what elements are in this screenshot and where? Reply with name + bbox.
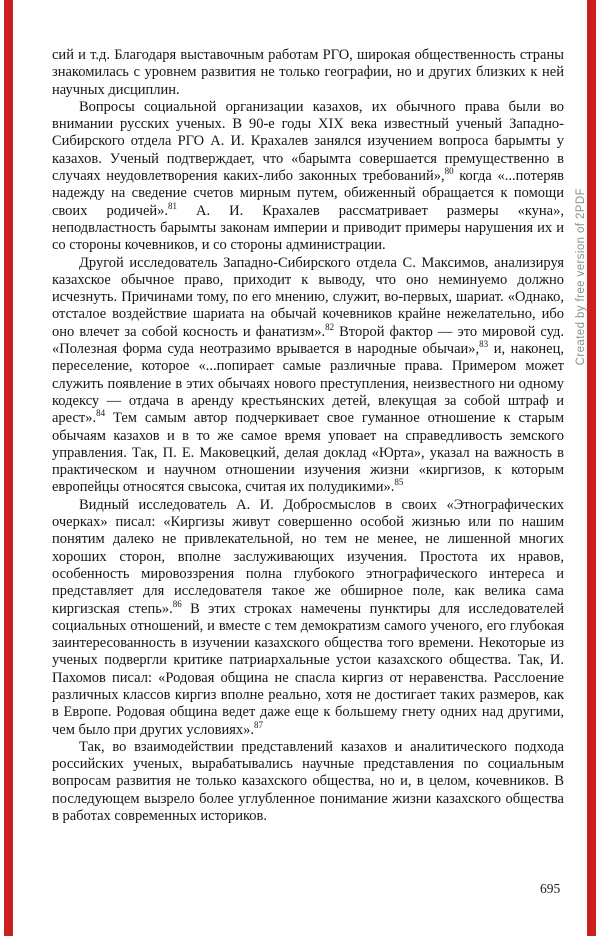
paragraph: сий и т.д. Благодаря выставочным работам РГО, широкая общественность страны знакомилась с уровнем развития не только географии, но и других близких к ней научных дисциплин.: [52, 47, 564, 98]
paragraph: Так, во взаимодействии представлений казахов и аналитического подхода российских ученых, вырабатывались научные представления по социальным вопросам развития не только казахского общества, но и, в целом, кочевников. В последующем вызрело более углубленное понимание жизни казахского общества в работах современных историков.: [52, 738, 564, 825]
footnote-marker: 84: [96, 408, 106, 419]
footnote-marker: 85: [394, 477, 404, 488]
footnote-marker: 83: [479, 339, 489, 350]
paragraph: Вопросы социальной организации казахов, их обычного права были во внимании русских ученых. В 90-е годы XIX века известный ученый Западно-Сибирского отдела РГО А. И. Крахалев занялся изучением вопроса барымты у казахов. Ученый подтверждает, что «барымта совершается премущественно в случаях неудовлетворения каких-либо законных требований»,$^{80}$ когда «...потеряв надежду на сведение счетов мирным путем, обиженный обращается к помощи своих родичей».$^{81}$ А. И. Крахалев рассматривает размеры «куна», неподвластность барымты законам империи и приводит примеры нарушения их и со стороны кочевников, и со стороны администрации.: [52, 98, 564, 254]
watermark-2pdf: Created by free version of 2PDF: [575, 188, 587, 366]
footnote-marker: 86: [172, 598, 182, 609]
footnote-marker: 81: [168, 200, 178, 211]
red-edge-bar-left: [4, 0, 13, 936]
page-number: 695: [540, 881, 561, 896]
paragraph: Другой исследователь Западно-Сибирского отдела С. Максимов, анализируя казахское обычное право, приходит к выводу, что оно неминуемо должно исчезнуть. Причинами тому, по его мнению, служит, во-первых, шариат. «Однако, отсталое воздействие шариата на обычай кочевников крайне нежелательно, ибо оно влечет за собой косность и фанатизм».$^{82}$ Второй фактор — это мировой суд. «Полезная форма суда неотразимо врывается в народные обычаи»,$^{83}$ и, наконец, переселение, которое «...попирает самые различные права. Примером может служить появление в этих обычаях нового преступления, неизвестного ни одному кодексу — отдача в аренду крестьянских детей, влекущая за собой штраф и арест».$^{84}$ Тем самым автор подчеркивает свое гуманное отношение к старым обычаям казахов и в то же самое время уповает на справедливость земского управления. Так, П. Е. Маковецкий, делая доклад «Юрта», указал на важность в практическом и научном отношении изучения жизни «киргизов, к которым европейцы относятся свысока, считая их полудикими».$^{85}$: [52, 254, 564, 496]
footnote-marker: 87: [254, 719, 263, 730]
footnote-marker: 80: [444, 166, 454, 177]
paragraph: Видный исследователь А. И. Добросмыслов в своих «Этнографических очерках» писал: «Киргизы живут совершенно особой жизнью или по нашим понятим далеко не привлекательной, но тем не менее, не лишенной многих хороших сторон, вполне заслуживающих изучения. Простота их нравов, особенность мировоззрения полна глубокого этнографического интереса и представляет для исследователя такое же обширное поле, как велика сама киргизская степь».$^{86}$ В этих строках намечены пунктиры для исследователей социальных отношений, и вместе с тем демократизм самого ученого, его глубокая заинтересованность в изучении казахского общества того времени. Некоторые из ученых подвергли критике патриархальные устои казахского общества. Так, И. Пахомов писал: «Родовая община не спасла киргиз от неравенства. Расслоение различных классов киргиз вполне реально, хотя не достигает таких размеров, как в Европе. Родовая община ведет даже еще к большему гнету одних над другими, чем было при других условиях».$^{87}$: [52, 496, 565, 738]
page-text: [52, 47, 564, 825]
footnote-marker: 82: [325, 321, 335, 332]
red-edge-bar-right: [587, 0, 596, 936]
